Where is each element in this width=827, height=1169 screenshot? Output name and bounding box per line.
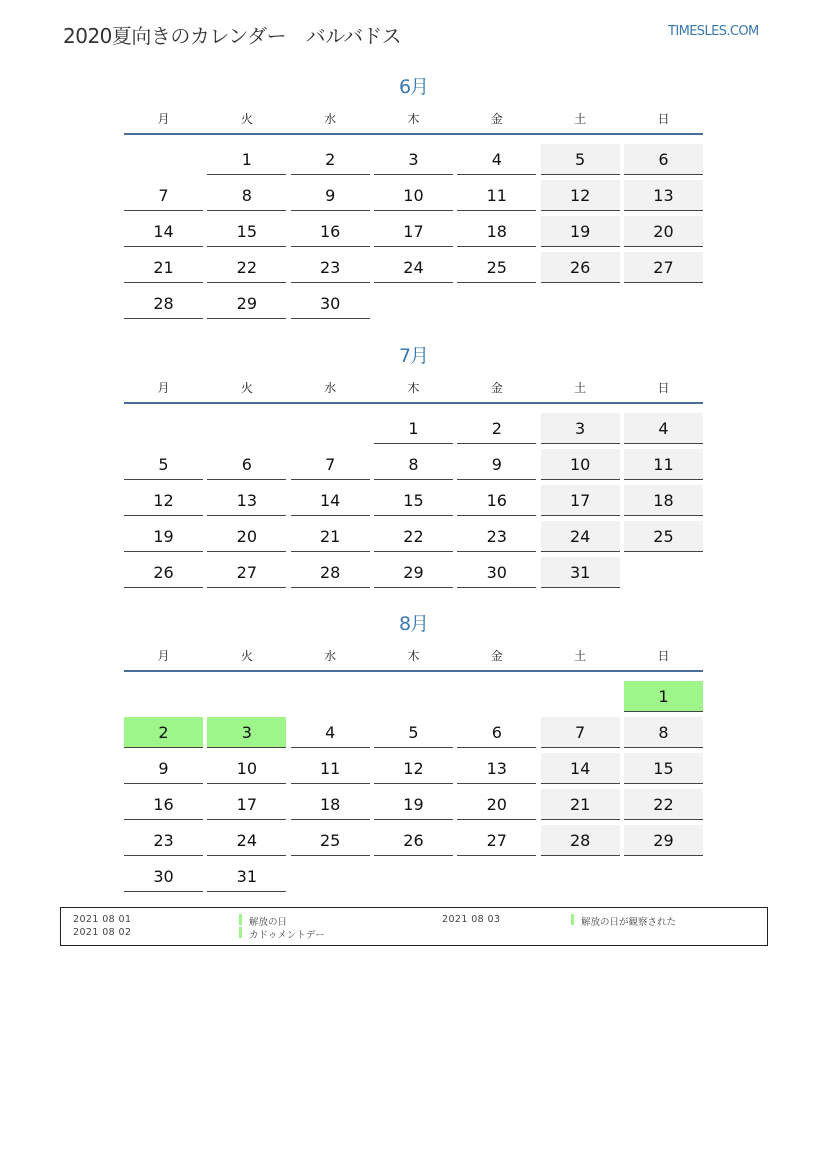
legend-color-marker — [239, 927, 242, 938]
day-cell: 29 — [207, 288, 286, 319]
legend-date: 2021 08 03 — [442, 914, 501, 925]
site-link[interactable]: TIMESLES.COM — [668, 24, 759, 39]
day-cell: 14 — [541, 753, 620, 784]
day-cell: 19 — [124, 521, 203, 552]
day-cell: 31 — [207, 861, 286, 892]
day-cell: 22 — [207, 252, 286, 283]
day-cell: 14 — [291, 485, 370, 516]
day-cell: 12 — [124, 485, 203, 516]
weekday-header: 金 — [490, 112, 503, 126]
day-cell: 23 — [457, 521, 536, 552]
day-cell: 13 — [207, 485, 286, 516]
day-cell: 23 — [124, 825, 203, 856]
day-cell: 27 — [207, 557, 286, 588]
day-cell: 4 — [457, 144, 536, 175]
day-cell: 11 — [457, 180, 536, 211]
day-cell: 9 — [291, 180, 370, 211]
day-cell: 28 — [291, 557, 370, 588]
weekday-header-rule — [124, 133, 703, 135]
day-cell: 12 — [541, 180, 620, 211]
day-cell: 8 — [207, 180, 286, 211]
day-cell: 6 — [207, 449, 286, 480]
day-cell: 26 — [541, 252, 620, 283]
day-cell: 25 — [624, 521, 703, 552]
weekday-header: 土 — [574, 381, 587, 395]
day-cell: 24 — [541, 521, 620, 552]
day-cell: 9 — [124, 753, 203, 784]
day-cell: 18 — [624, 485, 703, 516]
legend-color-marker — [571, 914, 574, 925]
day-cell: 30 — [124, 861, 203, 892]
day-cell: 10 — [541, 449, 620, 480]
weekday-header: 金 — [490, 649, 503, 663]
day-cell: 4 — [624, 413, 703, 444]
day-cell: 5 — [374, 717, 453, 748]
day-cell: 13 — [624, 180, 703, 211]
weekday-header: 木 — [407, 381, 420, 395]
day-cell: 3 — [207, 717, 286, 748]
day-cell: 1 — [624, 681, 703, 712]
weekday-header: 水 — [324, 381, 337, 395]
day-cell: 26 — [124, 557, 203, 588]
day-cell: 3 — [374, 144, 453, 175]
day-cell: 14 — [124, 216, 203, 247]
weekday-header: 土 — [574, 649, 587, 663]
legend-date: 2021 08 01 — [73, 914, 132, 925]
day-cell: 8 — [374, 449, 453, 480]
weekday-header: 月 — [157, 112, 170, 126]
day-cell: 2 — [291, 144, 370, 175]
legend-date: 2021 08 02 — [73, 927, 132, 938]
day-cell: 9 — [457, 449, 536, 480]
legend-holiday-name: カドゥメントデー — [249, 930, 325, 941]
weekday-header: 月 — [157, 649, 170, 663]
weekday-header: 月 — [157, 381, 170, 395]
day-cell: 20 — [457, 789, 536, 820]
day-cell: 13 — [457, 753, 536, 784]
day-cell: 2 — [457, 413, 536, 444]
month-title: 7月 — [398, 345, 429, 367]
day-cell: 1 — [207, 144, 286, 175]
weekday-header: 火 — [240, 112, 253, 126]
day-cell: 23 — [291, 252, 370, 283]
weekday-header-rule — [124, 402, 703, 404]
month-block — [124, 341, 703, 601]
day-cell: 10 — [207, 753, 286, 784]
weekday-header: 水 — [324, 112, 337, 126]
day-cell: 30 — [457, 557, 536, 588]
day-cell: 20 — [624, 216, 703, 247]
day-cell: 21 — [541, 789, 620, 820]
day-cell: 15 — [374, 485, 453, 516]
day-cell: 11 — [624, 449, 703, 480]
day-cell: 15 — [207, 216, 286, 247]
legend-holiday-name: 解放の日 — [249, 917, 288, 928]
day-cell: 10 — [374, 180, 453, 211]
day-cell: 6 — [457, 717, 536, 748]
weekday-header: 水 — [324, 649, 337, 663]
day-cell: 29 — [624, 825, 703, 856]
day-cell: 16 — [457, 485, 536, 516]
day-cell: 11 — [291, 753, 370, 784]
day-cell: 18 — [457, 216, 536, 247]
day-cell: 7 — [541, 717, 620, 748]
day-cell: 30 — [291, 288, 370, 319]
day-cell: 29 — [374, 557, 453, 588]
day-cell: 6 — [624, 144, 703, 175]
day-cell: 25 — [291, 825, 370, 856]
weekday-header: 木 — [407, 649, 420, 663]
day-cell: 7 — [124, 180, 203, 211]
day-cell: 22 — [374, 521, 453, 552]
weekday-header-rule — [124, 670, 703, 672]
weekday-header: 日 — [657, 381, 670, 395]
day-cell: 17 — [207, 789, 286, 820]
day-cell: 3 — [541, 413, 620, 444]
day-cell: 26 — [374, 825, 453, 856]
day-cell: 22 — [624, 789, 703, 820]
day-cell: 8 — [624, 717, 703, 748]
day-cell: 25 — [457, 252, 536, 283]
day-cell: 5 — [541, 144, 620, 175]
day-cell: 28 — [124, 288, 203, 319]
legend-holiday-name: 解放の日が観察された — [581, 917, 677, 928]
day-cell: 7 — [291, 449, 370, 480]
day-cell: 1 — [374, 413, 453, 444]
weekday-header: 金 — [490, 381, 503, 395]
day-cell: 12 — [374, 753, 453, 784]
weekday-header: 日 — [657, 649, 670, 663]
weekday-header: 火 — [240, 649, 253, 663]
weekday-header: 木 — [407, 112, 420, 126]
day-cell: 17 — [374, 216, 453, 247]
day-cell: 19 — [541, 216, 620, 247]
day-cell: 15 — [624, 753, 703, 784]
day-cell: 20 — [207, 521, 286, 552]
holiday-legend — [60, 907, 768, 946]
day-cell: 4 — [291, 717, 370, 748]
day-cell: 21 — [291, 521, 370, 552]
page-title: 2020夏向きのカレンダー バルバドス — [63, 24, 402, 48]
month-block — [124, 609, 703, 886]
day-cell: 24 — [374, 252, 453, 283]
weekday-header: 土 — [574, 112, 587, 126]
weekday-header: 火 — [240, 381, 253, 395]
weekday-header: 日 — [657, 112, 670, 126]
day-cell: 27 — [624, 252, 703, 283]
day-cell: 16 — [291, 216, 370, 247]
day-cell: 28 — [541, 825, 620, 856]
month-title: 6月 — [398, 76, 429, 98]
day-cell: 16 — [124, 789, 203, 820]
month-title: 8月 — [398, 613, 429, 635]
day-cell: 31 — [541, 557, 620, 588]
day-cell: 19 — [374, 789, 453, 820]
day-cell: 17 — [541, 485, 620, 516]
day-cell: 24 — [207, 825, 286, 856]
day-cell: 21 — [124, 252, 203, 283]
day-cell: 27 — [457, 825, 536, 856]
day-cell: 18 — [291, 789, 370, 820]
day-cell: 2 — [124, 717, 203, 748]
legend-color-marker — [239, 914, 242, 925]
day-cell: 5 — [124, 449, 203, 480]
month-block — [124, 72, 703, 332]
